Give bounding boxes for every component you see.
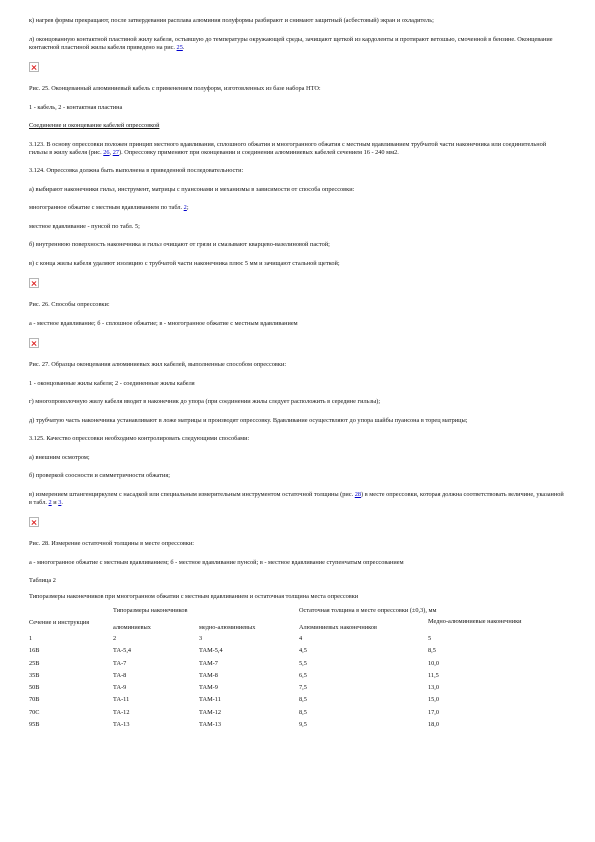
paragraph-3123-text-a: 3.123. В основу опрессовки положен принцип местного вдавливания, сплошного обжатия и многогранного обжатия с местным вдавливанием трубчатой части наконечника или соединительной гильзы в жилу кабеля (рис. <box>29 140 547 156</box>
link-table-2b[interactable]: 2 <box>48 498 52 506</box>
figure-26-image <box>29 278 39 288</box>
table-cell: 50В <box>29 684 40 692</box>
table-cell: 6,5 <box>299 671 307 679</box>
table-cell: 18,0 <box>428 721 440 729</box>
table-cell: 70В <box>29 696 40 704</box>
table-cell: 25В <box>29 659 40 667</box>
table-cell: ТА-5,4 <box>113 647 132 655</box>
paragraph-check-v: в) измерением штангенциркулем с насадкой или специальным измерительным инструментом остаточной толщины (рис. 28) в месте опрессовки, которая должна соответствовать величине, указанной в табл. 2 и 3. <box>29 490 564 506</box>
paragraph-check-a: а) внешним осмотром; <box>29 453 90 461</box>
paragraph-multi: многогранное обжатие с местным вдавливанием по табл. 2; <box>29 204 189 211</box>
table-title: Типоразмеры наконечников при многогранном обжатии с местным вдавливанием и остаточная толщина места опрессовки <box>29 593 359 600</box>
table-cell: ТА-11 <box>113 696 130 704</box>
table-cell: 17,0 <box>428 708 440 716</box>
table-cell: 11,5 <box>428 671 439 679</box>
table-row <box>29 660 538 672</box>
table-cell: ТАМ-7 <box>199 659 218 667</box>
paragraph-a: а) выбирают наконечники гильз, инструмент, матрицы с пуансонами и механизмы в зависимости от способа опрессовки: <box>29 185 355 193</box>
table-cell: 1 <box>29 635 33 642</box>
document-page <box>29 17 565 733</box>
paragraph-3124: 3.124. Опрессовка должна быть выполнена в приведенной последовательности: <box>29 167 244 174</box>
paragraph-multi-text: многогранное обжатие с местным вдавливанием по табл. <box>29 204 183 211</box>
paragraph-check-v-and: и <box>53 498 57 506</box>
link-table-3[interactable]: 3 <box>58 498 62 506</box>
tips-table <box>29 607 538 733</box>
table-cell: ТА-8 <box>113 671 127 679</box>
paragraph-l-text: л) оконцованную контактной пластиной жилу кабеля, остывшую до температуры окружающей среды, зачищают щеткой из кардоленты и протирают ветошью, смоченной в бензине. Оконцевание контактной пластиной жилы кабеля приведено на рис. <box>29 35 553 51</box>
table-row <box>29 684 538 696</box>
figure-25-caption: Рис. 25. Оконцеванный алюминиевый кабель с применением полуформ, изготовленных из базе набора НТО: <box>29 85 321 92</box>
figure-26-caption: Рис. 26. Способы опрессовки: <box>29 301 110 308</box>
table-label: Таблица 2 <box>29 577 56 584</box>
link-fig-25[interactable]: 25 <box>176 43 183 51</box>
link-fig-26[interactable]: 26 <box>103 148 110 156</box>
table-cell: 9,5 <box>299 721 307 729</box>
header-al-tips: Алюминиевых наконечников <box>299 624 377 631</box>
table-cell: ТАМ-8 <box>199 671 218 679</box>
table-cell: ТАМ-5,4 <box>199 647 223 655</box>
figure-25-image <box>29 62 39 72</box>
table-cell: 5 <box>428 635 432 642</box>
table-row <box>29 635 538 647</box>
table-cell: ТА-12 <box>113 708 130 716</box>
paragraph-b: б) внутреннюю поверхность наконечника и гильз очищают от грязи и смазывают кварцево-вазелиновой пастой; <box>29 241 330 248</box>
paragraph-3125: 3.125. Качество опрессовки необходимо контролировать следующими способами: <box>29 435 250 442</box>
figure-28-legend: а - многогранное обжатие с местным вдавливанием; б - местное вдавливание пунсой; в - местное вдавливание ступенчатым опрессованием <box>29 558 404 566</box>
table-cell: 95В <box>29 721 40 729</box>
table-cell: 70С <box>29 708 40 716</box>
link-table-2[interactable]: 2 <box>183 204 187 211</box>
paragraph-3123-text-b: ). Опрессовку применяют при оконцевании и соединении алюминиевых кабелей сечением 16 - 240 мм2. <box>119 148 399 156</box>
figure-25-legend: 1 - кабель, 2 - контактная пластина <box>29 103 123 111</box>
header-section: Сечение и инструкция <box>29 619 90 626</box>
header-cual-tips: Медно-алюминиевые наконечники <box>428 618 522 625</box>
table-cell: 13,0 <box>428 684 440 692</box>
table-cell: 4,5 <box>299 647 307 655</box>
paragraph-check-v-text-b: ) в месте опрессовки, которая должна соответствовать величине, указанной в табл. <box>29 490 564 506</box>
table-cell: 3 <box>199 635 203 642</box>
paragraph-check-b: б) проверкой соосности и симметричности обжатия; <box>29 472 170 479</box>
table-cell: 8,5 <box>299 696 307 704</box>
header-group-types: Типоразмеры наконечников <box>113 607 188 614</box>
table-row <box>29 672 538 684</box>
table-cell: ТАМ-9 <box>199 684 218 692</box>
table-body <box>29 635 538 733</box>
figure-26-legend: а - местное вдавливание; б - сплошное обжатие; в - многогранное обжатие с местным вдавливанием <box>29 319 298 327</box>
table-row <box>29 721 538 733</box>
table-cell: ТА-7 <box>113 659 127 667</box>
figure-28-caption: Рис. 28. Измерение остаточной толщины в месте опрессовки: <box>29 540 195 547</box>
paragraph-3123: 3.123. В основу опрессовки положен принцип местного вдавливания, сплошного обжатия и многогранного обжатия с местным вдавливанием трубчатой части наконечника или соединительной гильзы в жилу кабеля (рис. 26, 27). Опрессовку применяют при оконцевании и соединении алюминиевых кабелей сечением 16 - 240 мм2. <box>29 140 547 156</box>
table-cell: 5,5 <box>299 659 307 667</box>
table-row <box>29 696 538 708</box>
table-row <box>29 647 538 659</box>
paragraph-g: г) многопроволочную жилу кабеля вводят в наконечник до упора (при соединении жилы следует расположить в середине гильзы); <box>29 398 381 405</box>
table-cell: 10,0 <box>428 659 440 667</box>
table-header-row-1 <box>29 607 538 618</box>
figure-27-image <box>29 338 39 348</box>
table-cell: 15,0 <box>428 696 440 704</box>
table-cell: 4 <box>299 635 303 642</box>
paragraph-local: местное вдавливание - пунсой по табл. 5; <box>29 222 140 230</box>
table-row <box>29 709 538 721</box>
table-cell: ТА-13 <box>113 721 130 729</box>
paragraph-v: в) с конца жилы кабеля удаляют изоляцию с трубчатой части наконечника плюс 5 мм и зачищают стальной щеткой; <box>29 259 340 267</box>
header-group-thickness: Остаточная толщина в месте опрессовки (±0,3), мм <box>299 607 437 614</box>
table-cell: 7,5 <box>299 684 307 692</box>
link-fig-27[interactable]: 27 <box>112 148 119 156</box>
paragraph-l: л) оконцованную контактной пластиной жилу кабеля, остывшую до температуры окружающей среды, зачищают щеткой из кардоленты и протирают ветошью, смоченной в бензине. Оконцевание контактной пластиной жилы кабеля приведено на рис. 25. <box>29 35 553 51</box>
table-cell: ТАМ-13 <box>199 721 222 729</box>
header-cual: медно-алюминиевых <box>199 624 256 631</box>
section-heading: Соединение и оконцевание кабелей опрессовкой <box>29 122 160 129</box>
figure-27-legend: 1 - оконцованные жилы кабеля; 2 - соединенные жилы кабеля <box>29 379 195 387</box>
paragraph-d: д) трубчатую часть наконечника устанавливают в ложе матрицы и производят опрессовку. Вдавливание осуществляют до упора шайбы пуансона в торец матрицы; <box>29 416 468 424</box>
table-cell: 8,5 <box>428 647 436 655</box>
paragraph-check-v-text-a: в) измерением штангенциркулем с насадкой или специальным измерительным инструментом остаточной толщины (рис. <box>29 490 354 498</box>
figure-27-caption: Рис. 27. Образцы оконцевания алюминиевых жил кабелей, выполненные способом опрессовки: <box>29 361 287 368</box>
table-cell: 35В <box>29 671 40 679</box>
paragraph-k: к) нагрев формы прекращают, после затвердевания расплава алюминия полуформы разбирают и снимают защитный (асбестовый) экран и охладитель; <box>29 17 434 24</box>
table-cell: 2 <box>113 635 117 642</box>
table-cell: ТАМ-12 <box>199 708 222 716</box>
header-al: алюминиевых <box>113 624 151 631</box>
link-fig-28[interactable]: 28 <box>354 490 362 498</box>
table-cell: 8,5 <box>299 708 307 716</box>
figure-28-image <box>29 517 39 527</box>
table-cell: 16В <box>29 647 40 655</box>
table-cell: ТАМ-11 <box>199 696 221 704</box>
table-cell: ТА-9 <box>113 684 127 692</box>
